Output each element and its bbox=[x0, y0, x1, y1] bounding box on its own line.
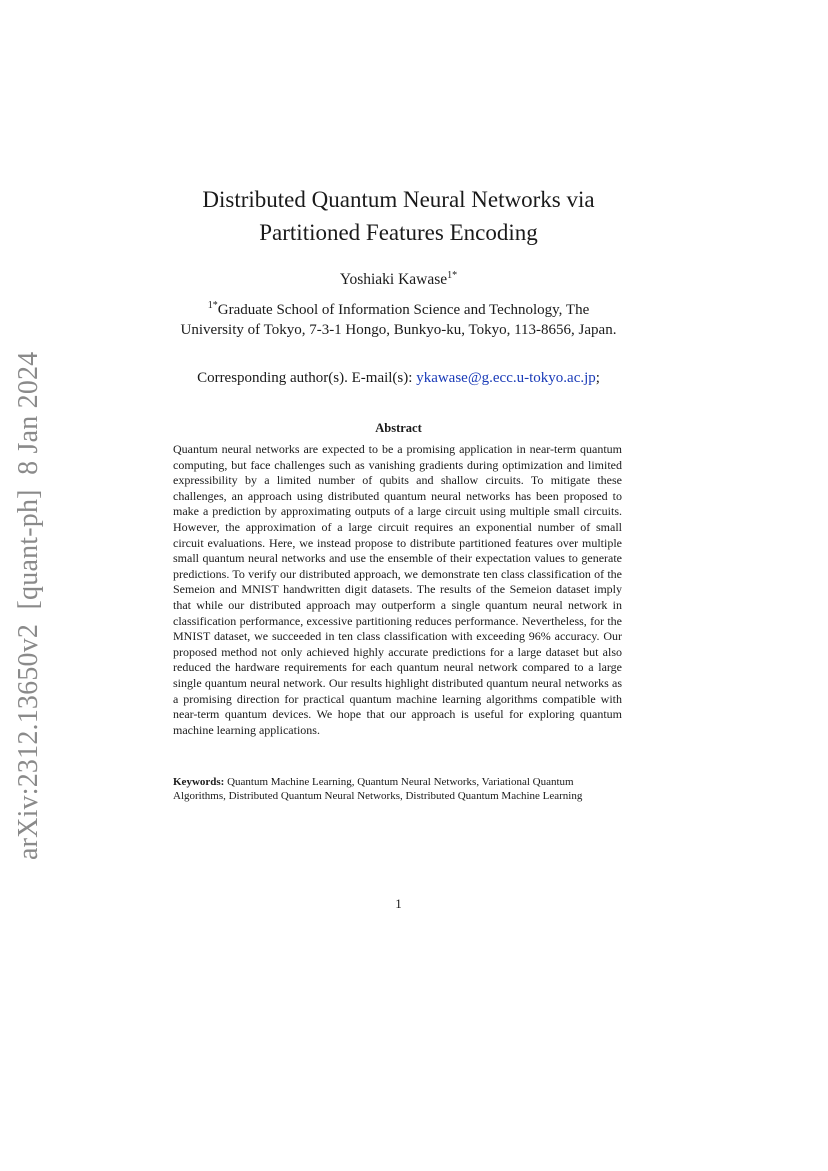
page-number: 1 bbox=[395, 896, 402, 911]
paper-title bbox=[0, 183, 797, 249]
affiliation-line-2: University of Tokyo, 7-3-1 Hongo, Bunkyo-ku, Tokyo, 113-8656, Japan. bbox=[180, 322, 617, 338]
abstract-body: Quantum neural networks are expected to be a promising application in near-term quantum computing, but face challenges such as vanishing gradients during optimization and limited expressibility by a limited number of qubits and shallow circuits. To mitigate these challenges, an approach using distributed quantum neural networks has been proposed to make a prediction by approximating outputs of a large circuit using multiple small circuits. However, the approximation of a large circuit requires an exponential number of small circuit evaluations. Here, we instead propose to distribute partitioned features over multiple small quantum neural networks and use the ensemble of their expectation values to generate predictions. To verify our distributed approach, we demonstrate ten class classification of the Semeion and MNIST handwritten digit datasets. The results of the Semeion dataset imply that while our distributed approach may outperform a single quantum neural network in classification performance, excessive partitioning reduces performance. Nevertheless, for the MNIST dataset, we succeeded in ten class classification with exceeding 96% accuracy. Our proposed method not only achieved highly accurate predictions for a large dataset but also reduced the hardware requirements for each quantum neural network compared to a large single quantum neural network. Our results highlight distributed quantum neural networks as a promising direction for practical quantum machine learning algorithms compatible with near-term quantum devices. We hope that our approach is useful for exploring quantum machine learning applications. bbox=[173, 442, 622, 737]
author-affiliation-marker: 1* bbox=[447, 269, 458, 281]
corresponding-label: Corresponding author(s). E-mail(s): bbox=[197, 370, 413, 386]
affiliation bbox=[0, 300, 797, 340]
keywords bbox=[173, 776, 622, 803]
author-line bbox=[0, 271, 797, 289]
author-name: Yoshiaki Kawase bbox=[339, 271, 448, 288]
arxiv-identifier-stamp: arXiv:2312.13650v2 [quant-ph] 8 Jan 2024 bbox=[13, 351, 44, 860]
affiliation-marker: 1* bbox=[207, 300, 218, 311]
corresponding-email-link[interactable]: ykawase@g.ecc.u-tokyo.ac.jp bbox=[416, 370, 596, 386]
abstract-heading: Abstract bbox=[375, 421, 422, 435]
title-line-1: Distributed Quantum Neural Networks via bbox=[202, 187, 595, 212]
corresponding-suffix: ; bbox=[595, 370, 600, 386]
keywords-label: Keywords: bbox=[173, 776, 225, 788]
title-line-2: Partitioned Features Encoding bbox=[259, 220, 538, 245]
keywords-text: Quantum Machine Learning, Quantum Neural Networks, Variational Quantum Algorithms, Distributed Quantum Neural Networks, Distributed Quantum Machine Learning bbox=[173, 776, 583, 802]
corresponding-author bbox=[0, 370, 797, 387]
affiliation-line-1: Graduate School of Information Science and Technology, The bbox=[217, 302, 590, 318]
